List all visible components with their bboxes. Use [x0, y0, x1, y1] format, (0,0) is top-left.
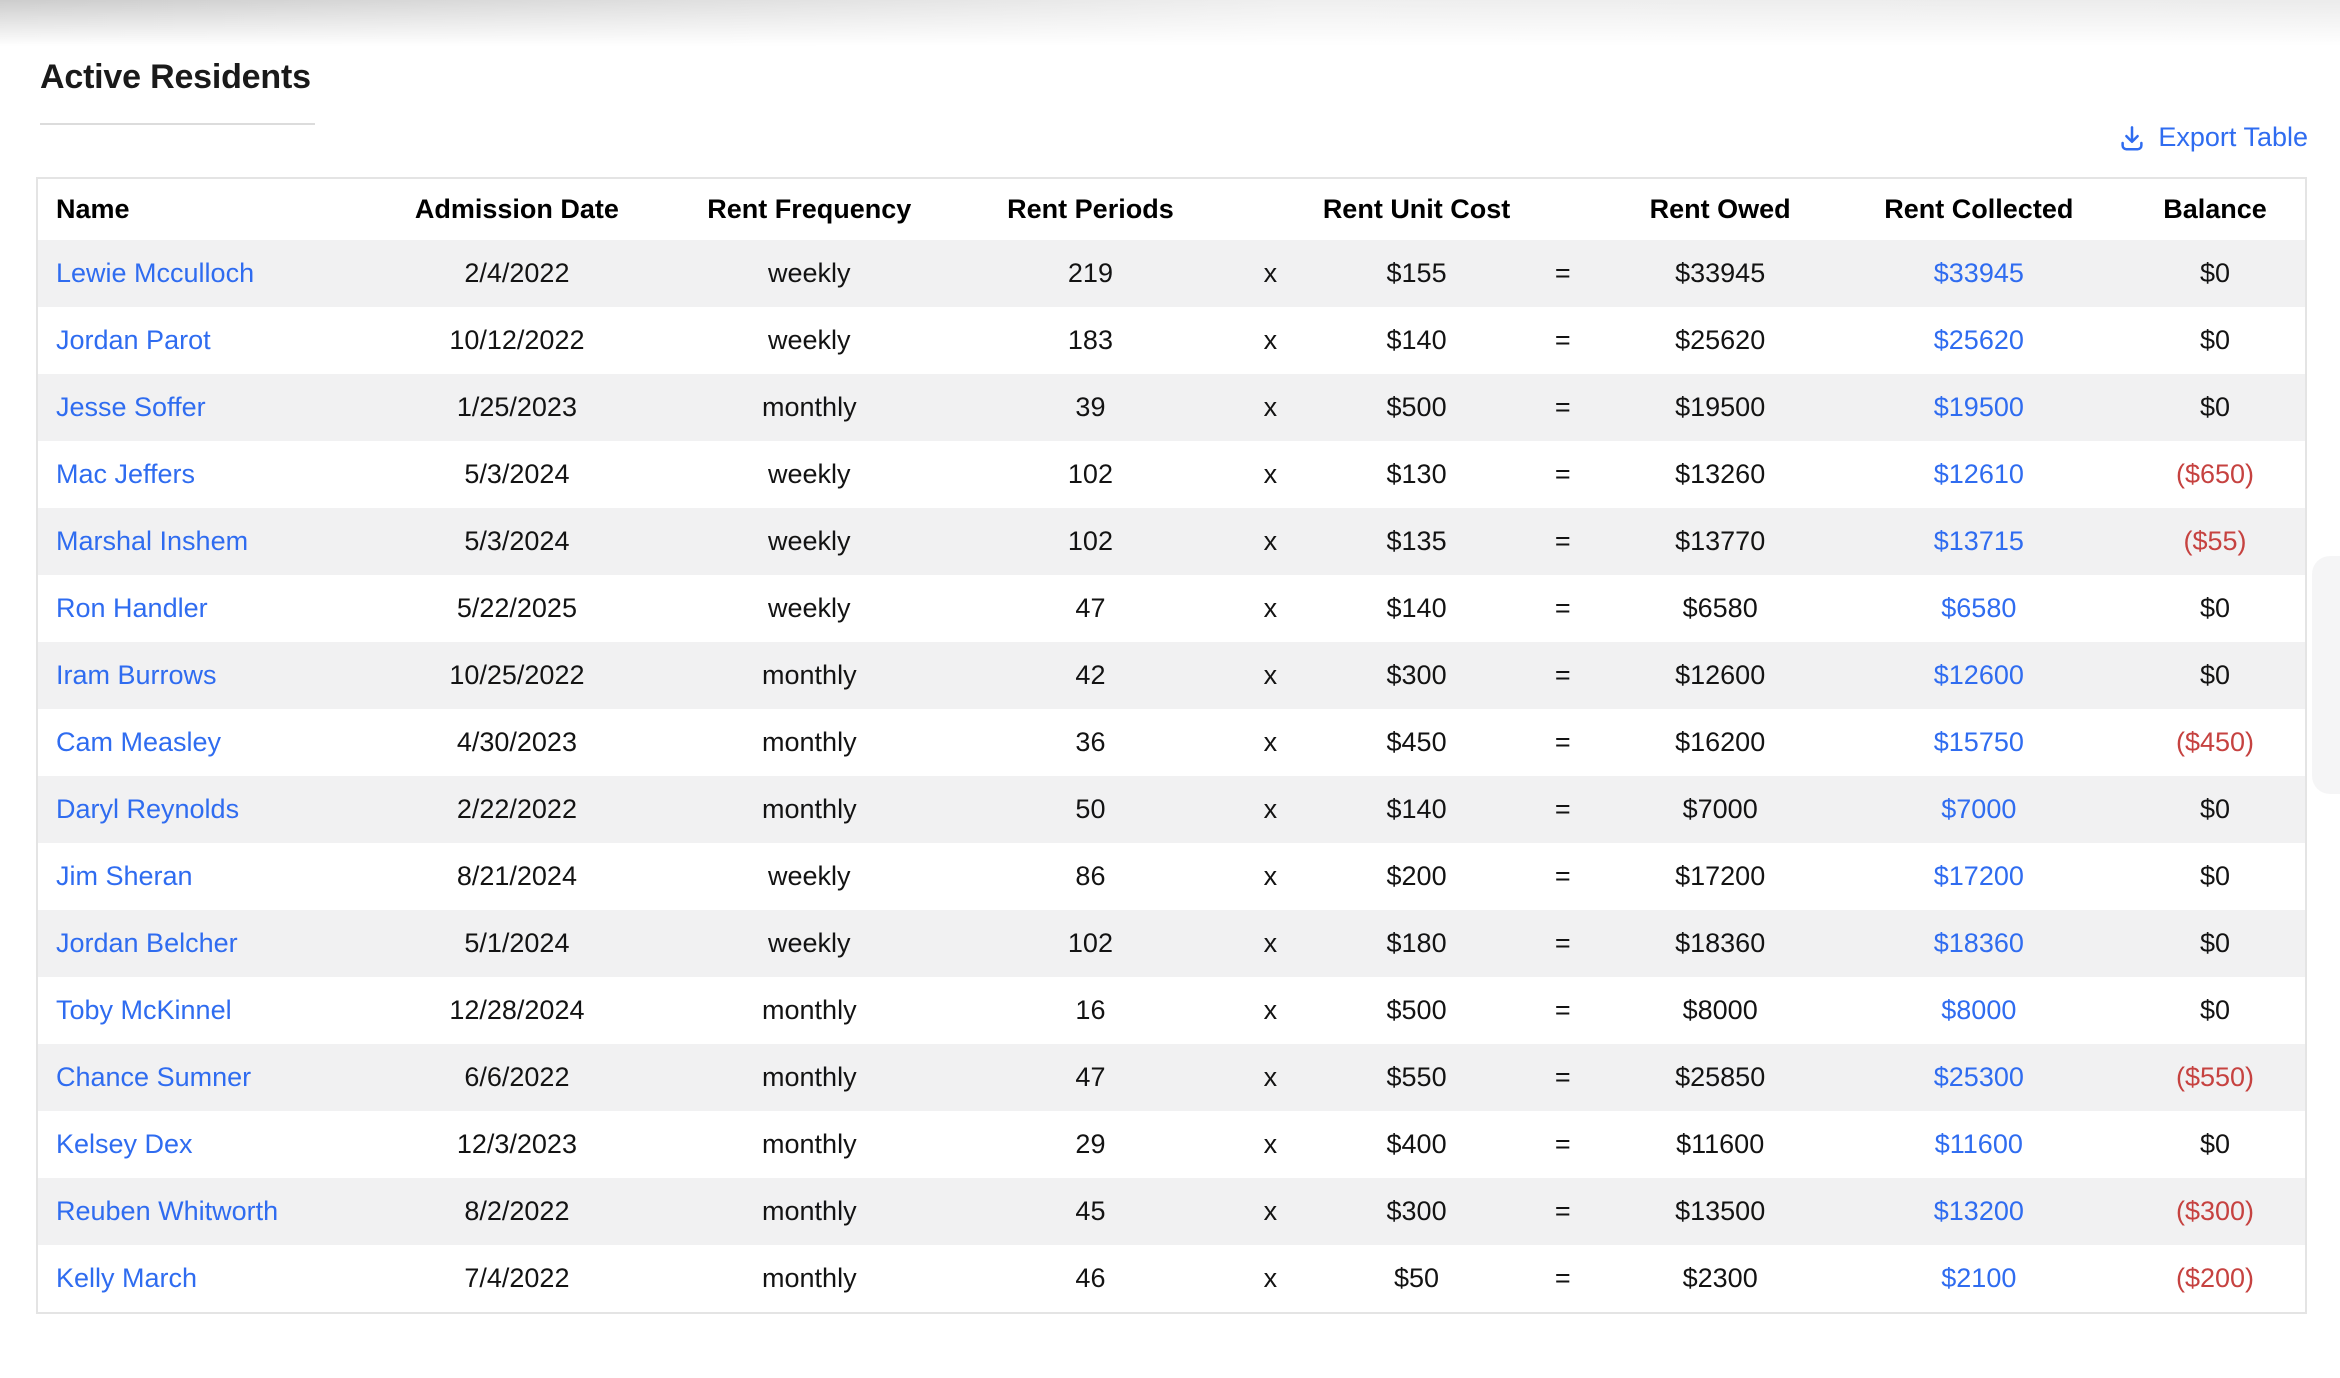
rent-periods-cell: 102 — [1067, 459, 1113, 489]
table-row — [37, 642, 2306, 709]
rent-owed-cell: $25850 — [1608, 1044, 1833, 1111]
rent-periods-cell: 47 — [1075, 593, 1106, 623]
multiply-sign: x — [1225, 1044, 1315, 1111]
admission-date-cell: 5/22/2025 — [456, 593, 577, 623]
rent-collected-cell — [1833, 441, 2125, 508]
equals-sign: = — [1518, 508, 1608, 575]
balance-cell: $0 — [2125, 240, 2306, 307]
rent-frequency-cell: weekly — [663, 240, 955, 307]
resident-name-link[interactable]: Jordan Belcher — [56, 928, 238, 958]
rent-frequency-cell: monthly — [762, 1263, 857, 1293]
rent-frequency-cell: monthly — [663, 642, 955, 709]
residents-table — [36, 177, 2307, 1314]
balance-cell: $0 — [2125, 776, 2306, 843]
balance-cell: $0 — [2199, 593, 2231, 623]
rent-frequency-cell: weekly — [768, 593, 851, 623]
resident-name-cell — [37, 307, 371, 374]
balance-cell: $0 — [2199, 861, 2231, 891]
rent-unit-cost-cell: $140 — [1386, 325, 1447, 355]
rent-unit-cost-cell: $500 — [1315, 374, 1517, 441]
rent-frequency-cell: weekly — [768, 325, 851, 355]
rent-periods-cell: 47 — [956, 1044, 1226, 1111]
resident-name-cell — [37, 374, 371, 441]
table-row — [37, 508, 2306, 575]
equals-sign: = — [1518, 642, 1608, 709]
column-header-rent-frequency: Rent Frequency — [663, 178, 955, 240]
table-row — [37, 575, 2306, 642]
rent-collected-cell — [1833, 1245, 2125, 1313]
table-row — [37, 441, 2306, 508]
resident-name-link[interactable]: Cam Measley — [56, 727, 222, 757]
resident-name-cell — [37, 240, 371, 307]
rent-collected-cell — [1833, 776, 2125, 843]
rent-collected-link[interactable]: $15750 — [1933, 727, 2024, 757]
rent-unit-cost-cell: $300 — [1315, 1178, 1517, 1245]
rent-collected-link[interactable]: $6580 — [1941, 593, 2017, 623]
admission-date-cell: 5/3/2024 — [464, 459, 570, 489]
rent-owed-cell: $18360 — [1608, 910, 1833, 977]
rent-unit-cost-cell: $500 — [1386, 995, 1447, 1025]
table-row — [37, 240, 2306, 307]
rent-unit-cost-cell: $155 — [1315, 240, 1517, 307]
rent-collected-link[interactable]: $18360 — [1933, 928, 2024, 958]
table-row — [37, 1044, 2306, 1111]
balance-cell: $0 — [2125, 642, 2306, 709]
column-header-balance: Balance — [2125, 178, 2306, 240]
multiply-sign: x — [1263, 325, 1278, 355]
top-shadow — [0, 0, 2340, 46]
resident-name-link[interactable]: Kelsey Dex — [56, 1129, 193, 1159]
rent-unit-cost-cell: $135 — [1315, 508, 1517, 575]
rent-collected-link[interactable]: $8000 — [1941, 995, 2017, 1025]
rent-collected-link[interactable]: $12610 — [1933, 459, 2024, 489]
equals-sign: = — [1554, 1263, 1571, 1293]
balance-cell: ($650) — [2175, 459, 2255, 489]
download-icon — [2117, 123, 2147, 153]
table-row — [37, 977, 2306, 1044]
multiply-sign: x — [1225, 240, 1315, 307]
admission-date-cell: 12/3/2023 — [456, 1129, 577, 1159]
resident-name-link[interactable]: Marshal Inshem — [56, 526, 249, 556]
equals-sign: = — [1518, 910, 1608, 977]
table-row — [37, 776, 2306, 843]
rent-periods-cell: 102 — [956, 508, 1226, 575]
admission-date-cell: 1/25/2023 — [371, 374, 663, 441]
multiply-sign: x — [1225, 508, 1315, 575]
admission-date-cell: 7/4/2022 — [464, 1263, 570, 1293]
resident-name-link[interactable]: Reuben Whitworth — [56, 1196, 279, 1226]
rent-collected-link[interactable]: $12600 — [1933, 660, 2024, 690]
rent-collected-link[interactable]: $13200 — [1933, 1196, 2024, 1226]
rent-periods-cell: 36 — [1075, 727, 1106, 757]
equals-sign: = — [1554, 861, 1571, 891]
rent-unit-cost-cell: $180 — [1315, 910, 1517, 977]
rent-owed-cell: $6580 — [1682, 593, 1758, 623]
balance-cell: $0 — [2199, 995, 2231, 1025]
rent-collected-cell — [1833, 575, 2125, 642]
rent-owed-cell: $25620 — [1675, 325, 1766, 355]
resident-name-link[interactable]: Jordan Parot — [56, 325, 211, 355]
rent-periods-cell: 46 — [1075, 1263, 1106, 1293]
resident-name-cell — [37, 441, 371, 508]
resident-name-cell — [37, 1044, 371, 1111]
rent-periods-cell: 42 — [956, 642, 1226, 709]
rent-unit-cost-cell: $400 — [1386, 1129, 1447, 1159]
rent-periods-cell: 16 — [1075, 995, 1106, 1025]
admission-date-cell: 4/30/2023 — [456, 727, 577, 757]
resident-name-cell — [37, 910, 371, 977]
rent-collected-cell — [1833, 307, 2125, 374]
admission-date-cell: 5/3/2024 — [371, 508, 663, 575]
balance-cell: $0 — [2199, 325, 2231, 355]
admission-date-cell: 12/28/2024 — [449, 995, 585, 1025]
rent-periods-cell: 219 — [956, 240, 1226, 307]
rent-collected-cell — [1833, 642, 2125, 709]
column-header-rent-periods: Rent Periods — [956, 178, 1226, 240]
rent-collected-link[interactable]: $17200 — [1933, 861, 2024, 891]
multiply-sign: x — [1263, 459, 1278, 489]
rent-periods-cell: 39 — [956, 374, 1226, 441]
balance-cell: $0 — [2125, 910, 2306, 977]
balance-cell: $0 — [2199, 1129, 2231, 1159]
rent-collected-cell — [1833, 1111, 2125, 1178]
resident-name-cell — [37, 642, 371, 709]
rent-frequency-cell: weekly — [768, 459, 851, 489]
multiply-sign: x — [1263, 1129, 1278, 1159]
column-header-spacer — [1518, 178, 1608, 240]
rent-owed-cell: $17200 — [1675, 861, 1766, 891]
equals-sign: = — [1554, 995, 1571, 1025]
rent-frequency-cell: monthly — [663, 374, 955, 441]
multiply-sign: x — [1225, 642, 1315, 709]
export-table-button[interactable] — [2117, 122, 2308, 153]
rent-collected-link[interactable]: $33945 — [1933, 258, 2024, 288]
rent-owed-cell: $13500 — [1608, 1178, 1833, 1245]
rent-frequency-cell: monthly — [663, 1044, 955, 1111]
resident-name-cell — [37, 843, 371, 910]
rent-unit-cost-cell: $550 — [1315, 1044, 1517, 1111]
export-table-label: Export Table — [2158, 122, 2308, 152]
resident-name-cell — [37, 508, 371, 575]
equals-sign: = — [1518, 1178, 1608, 1245]
rent-owed-cell: $13260 — [1675, 459, 1766, 489]
column-header-rent-collected: Rent Collected — [1833, 178, 2125, 240]
equals-sign: = — [1554, 1129, 1571, 1159]
admission-date-cell: 5/1/2024 — [371, 910, 663, 977]
table-row — [37, 1245, 2306, 1313]
rent-collected-link[interactable]: $25620 — [1933, 325, 2024, 355]
admission-date-cell: 8/21/2024 — [456, 861, 577, 891]
equals-sign: = — [1518, 240, 1608, 307]
multiply-sign: x — [1225, 1178, 1315, 1245]
table-row — [37, 1178, 2306, 1245]
rent-owed-cell: $12600 — [1608, 642, 1833, 709]
rent-frequency-cell: monthly — [762, 727, 857, 757]
rent-periods-cell: 86 — [1075, 861, 1106, 891]
rent-collected-cell — [1833, 240, 2125, 307]
resident-name-link[interactable]: Jim Sheran — [56, 861, 193, 891]
multiply-sign: x — [1263, 995, 1278, 1025]
equals-sign: = — [1554, 727, 1571, 757]
resident-name-cell — [37, 575, 371, 642]
rent-owed-cell: $33945 — [1608, 240, 1833, 307]
rent-unit-cost-cell: $140 — [1315, 776, 1517, 843]
rent-owed-cell: $19500 — [1608, 374, 1833, 441]
rent-periods-cell: 45 — [956, 1178, 1226, 1245]
table-row — [37, 374, 2306, 441]
resident-name-cell — [37, 776, 371, 843]
resident-name-cell — [37, 977, 371, 1044]
column-header-name: Name — [37, 178, 371, 240]
rent-frequency-cell: monthly — [663, 1178, 955, 1245]
rent-owed-cell: $16200 — [1675, 727, 1766, 757]
rent-collected-cell — [1833, 374, 2125, 441]
rent-collected-link[interactable]: $13715 — [1933, 526, 2024, 556]
equals-sign: = — [1554, 459, 1571, 489]
table-row — [37, 307, 2306, 374]
rent-collected-cell — [1833, 910, 2125, 977]
rent-owed-cell: $7000 — [1608, 776, 1833, 843]
admission-date-cell: 8/2/2022 — [371, 1178, 663, 1245]
table-header-row — [37, 178, 2306, 240]
resident-name-link[interactable]: Lewie Mcculloch — [56, 258, 255, 288]
rent-collected-link[interactable]: $11600 — [1934, 1129, 2023, 1159]
rent-collected-cell — [1833, 843, 2125, 910]
rent-collected-link[interactable]: $19500 — [1933, 392, 2024, 422]
equals-sign: = — [1554, 325, 1571, 355]
table-row — [37, 843, 2306, 910]
table-row — [37, 1111, 2306, 1178]
column-header-rent-owed: Rent Owed — [1608, 178, 1833, 240]
balance-cell: ($300) — [2125, 1178, 2306, 1245]
rent-collected-cell — [1833, 508, 2125, 575]
column-header-spacer — [1225, 178, 1315, 240]
rent-unit-cost-cell: $200 — [1386, 861, 1447, 891]
balance-cell: $0 — [2125, 374, 2306, 441]
rent-collected-cell — [1833, 1178, 2125, 1245]
column-header-admission-date: Admission Date — [371, 178, 663, 240]
multiply-sign: x — [1225, 910, 1315, 977]
admission-date-cell: 2/22/2022 — [371, 776, 663, 843]
rent-periods-cell: 102 — [956, 910, 1226, 977]
scrollbar-thumb[interactable] — [2312, 556, 2340, 794]
multiply-sign: x — [1225, 776, 1315, 843]
balance-cell: ($200) — [2175, 1263, 2255, 1293]
rent-unit-cost-cell: $300 — [1315, 642, 1517, 709]
admission-date-cell: 2/4/2022 — [371, 240, 663, 307]
table-body — [37, 240, 2306, 1313]
multiply-sign: x — [1263, 1263, 1278, 1293]
equals-sign: = — [1518, 374, 1608, 441]
admission-date-cell: 10/12/2022 — [449, 325, 585, 355]
rent-unit-cost-cell: $130 — [1386, 459, 1447, 489]
resident-name-cell — [37, 1111, 371, 1178]
rent-frequency-cell: weekly — [663, 508, 955, 575]
resident-name-link[interactable]: Ron Handler — [56, 593, 208, 623]
rent-owed-cell: $2300 — [1682, 1263, 1758, 1293]
rent-periods-cell: 50 — [956, 776, 1226, 843]
resident-name-link[interactable]: Chance Sumner — [56, 1062, 252, 1092]
table-row — [37, 709, 2306, 776]
resident-name-link[interactable]: Toby McKinnel — [56, 995, 232, 1025]
rent-unit-cost-cell: $450 — [1386, 727, 1447, 757]
multiply-sign: x — [1263, 593, 1278, 623]
page-title: Active Residents — [40, 58, 315, 125]
rent-collected-cell — [1833, 1044, 2125, 1111]
resident-name-link[interactable]: Kelly March — [56, 1263, 198, 1293]
rent-periods-cell: 29 — [1075, 1129, 1106, 1159]
rent-unit-cost-cell: $140 — [1386, 593, 1447, 623]
rent-frequency-cell: weekly — [663, 910, 955, 977]
admission-date-cell: 6/6/2022 — [371, 1044, 663, 1111]
admission-date-cell: 10/25/2022 — [371, 642, 663, 709]
column-header-rent-unit-cost: Rent Unit Cost — [1315, 178, 1517, 240]
resident-name-cell — [37, 1245, 371, 1313]
resident-name-link[interactable]: Mac Jeffers — [56, 459, 196, 489]
balance-cell: ($55) — [2125, 508, 2306, 575]
balance-cell: ($450) — [2175, 727, 2255, 757]
rent-collected-link[interactable]: $7000 — [1941, 794, 2017, 824]
resident-name-link[interactable]: Daryl Reynolds — [56, 794, 240, 824]
equals-sign: = — [1518, 1044, 1608, 1111]
resident-name-cell — [37, 1178, 371, 1245]
rent-unit-cost-cell: $50 — [1394, 1263, 1440, 1293]
rent-collected-cell — [1833, 709, 2125, 776]
balance-cell: ($550) — [2125, 1044, 2306, 1111]
rent-collected-link[interactable]: $25300 — [1933, 1062, 2024, 1092]
rent-owed-cell: $8000 — [1682, 995, 1758, 1025]
rent-owed-cell: $11600 — [1676, 1129, 1765, 1159]
multiply-sign: x — [1263, 861, 1278, 891]
rent-frequency-cell: weekly — [768, 861, 851, 891]
equals-sign: = — [1554, 593, 1571, 623]
resident-name-link[interactable]: Jesse Soffer — [56, 392, 206, 422]
rent-periods-cell: 183 — [1067, 325, 1113, 355]
rent-owed-cell: $13770 — [1608, 508, 1833, 575]
multiply-sign: x — [1263, 727, 1278, 757]
rent-frequency-cell: monthly — [762, 1129, 857, 1159]
multiply-sign: x — [1225, 374, 1315, 441]
rent-collected-link[interactable]: $2100 — [1941, 1263, 2017, 1293]
resident-name-cell — [37, 709, 371, 776]
table-row — [37, 910, 2306, 977]
equals-sign: = — [1518, 776, 1608, 843]
rent-frequency-cell: monthly — [663, 776, 955, 843]
rent-frequency-cell: monthly — [762, 995, 857, 1025]
rent-collected-cell — [1833, 977, 2125, 1044]
residents-table-container — [36, 177, 2307, 1314]
resident-name-link[interactable]: Iram Burrows — [56, 660, 217, 690]
